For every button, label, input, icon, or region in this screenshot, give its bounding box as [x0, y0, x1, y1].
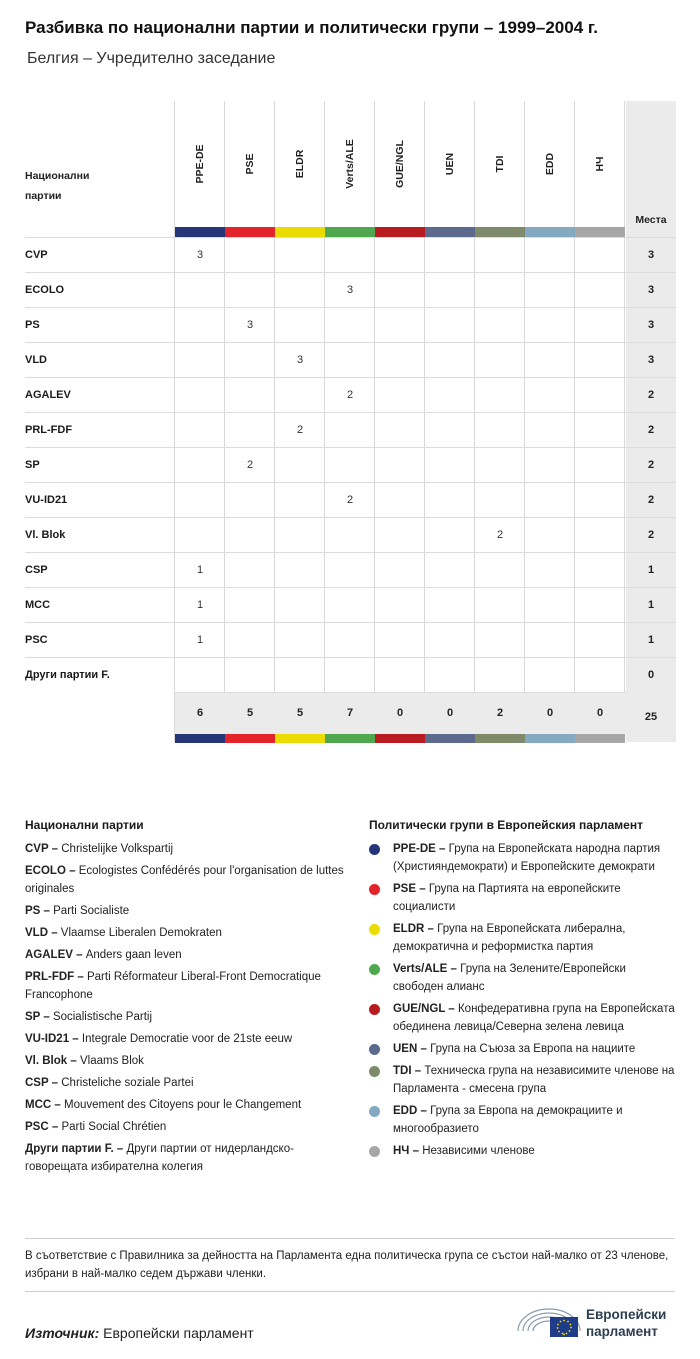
group-color-dot-icon — [369, 1044, 380, 1055]
source-line — [25, 1325, 254, 1341]
separator: – — [417, 1043, 431, 1055]
group-full-name: Група на Съюза за Европа на нациите — [430, 1043, 636, 1055]
party-full-name: Parti Social Chrétien — [61, 1121, 167, 1133]
group-color-bar — [475, 733, 525, 743]
row-seats-total: 2 — [647, 529, 655, 541]
group-color-dot-icon — [369, 844, 380, 855]
groups-legend-title: Политически групи в Европейския парламент — [369, 818, 643, 832]
separator: – — [424, 923, 438, 935]
party-abbr: VLD — [25, 927, 48, 939]
separator: – — [40, 905, 54, 917]
group-color-bar — [375, 733, 425, 743]
group-full-name: Група на Партията на европейските социалисти — [393, 883, 621, 913]
party-abbr: PRL-FDF — [25, 971, 75, 983]
group-color-bar — [175, 227, 225, 237]
group-total-cell: 5 — [246, 707, 254, 719]
party-abbr: ECOLO — [25, 865, 66, 877]
table-row — [25, 587, 676, 622]
group-code-label: Verts/ALE — [344, 139, 356, 189]
party-name: PSC — [25, 634, 48, 646]
group-color-dot-icon — [369, 924, 380, 935]
group-color-dot-icon — [369, 884, 380, 895]
row-seats-total: 3 — [647, 319, 655, 331]
party-abbr: PS — [25, 905, 41, 917]
party-full-name: Parti Réformateur Liberal-Front Democratique Francophone — [25, 971, 321, 1001]
table-row — [25, 552, 676, 587]
group-color-dot-icon — [369, 964, 380, 975]
group-legend-item — [369, 960, 679, 996]
seat-count-cell: 2 — [296, 424, 304, 436]
row-seats-total: 2 — [647, 494, 655, 506]
group-column-header — [575, 101, 625, 227]
party-name: VLD — [25, 354, 47, 366]
row-seats-total: 1 — [647, 599, 655, 611]
party-name: CVP — [25, 249, 48, 261]
separator: – — [435, 843, 449, 855]
group-full-name: Независими членове — [422, 1145, 535, 1157]
group-total-cell: 0 — [446, 707, 454, 719]
group-code-label: TDI — [494, 155, 506, 173]
page-title: Разбивка по национални партии и политически групи – 1999–2004 г. — [25, 18, 598, 37]
row-seats-total: 3 — [647, 249, 655, 261]
separator: – — [72, 949, 86, 961]
group-total-cell: 7 — [346, 707, 354, 719]
party-legend-item — [25, 1118, 345, 1136]
group-abbr: TDI — [393, 1065, 412, 1077]
row-seats-total: 0 — [647, 669, 655, 681]
table-row — [25, 622, 676, 657]
separator: – — [65, 865, 79, 877]
party-legend-item — [25, 924, 345, 942]
separator: – — [416, 883, 429, 895]
separator: – — [48, 1077, 62, 1089]
separator: – — [48, 927, 61, 939]
party-legend-item — [25, 862, 345, 898]
party-name: PRL-FDF — [25, 424, 73, 436]
party-name: CSP — [25, 564, 48, 576]
group-code-label: UEN — [444, 152, 456, 176]
footnote: В съответствие с Правилника за дейността на Парламента една политическа група се състои най-малко от 23 членове, избрани в най-малко седем държави членки. — [25, 1250, 669, 1280]
group-column-header — [525, 101, 575, 227]
party-name: AGALEV — [25, 389, 71, 401]
table-row — [25, 517, 676, 552]
table-row — [25, 237, 676, 272]
divider — [25, 1291, 675, 1292]
group-abbr: PPE-DE — [393, 843, 436, 855]
group-abbr: PSE — [393, 883, 417, 895]
party-legend-item — [25, 840, 345, 858]
party-full-name: Други партии от нидерландско-говорещата избирателна колегия — [25, 1143, 294, 1173]
group-color-dot-icon — [369, 1146, 380, 1157]
group-column-header — [225, 101, 275, 227]
group-full-name: Група на Европейската народна партия (Християндемократи) и Европейските демократи — [393, 843, 661, 873]
seat-count-cell: 3 — [196, 249, 204, 261]
row-seats-total: 1 — [647, 634, 655, 646]
seat-count-cell: 3 — [296, 354, 304, 366]
seat-count-cell: 2 — [496, 529, 504, 541]
seat-count-cell: 1 — [196, 634, 204, 646]
party-legend-item — [25, 1052, 345, 1070]
group-code-label: НЧ — [594, 156, 606, 172]
group-color-bar — [225, 227, 275, 237]
table-row — [25, 272, 676, 307]
group-full-name: Група на Зелените/Европейски свободен алианс — [393, 963, 626, 993]
group-abbr: UEN — [393, 1043, 418, 1055]
group-total-cell: 0 — [396, 707, 404, 719]
group-code-label: EDD — [544, 152, 556, 176]
group-color-bar — [425, 733, 475, 743]
row-seats-total: 3 — [647, 354, 655, 366]
separator: – — [417, 1105, 431, 1117]
party-legend-item — [25, 1140, 345, 1176]
party-legend-item — [25, 902, 345, 920]
party-name: PS — [25, 319, 40, 331]
separator: – — [51, 1099, 64, 1111]
group-abbr: EDD — [393, 1105, 418, 1117]
party-full-name: Anders gaan leven — [85, 949, 182, 961]
party-abbr: PSC — [25, 1121, 49, 1133]
group-color-bar — [175, 733, 225, 743]
group-full-name: Група за Европа на демокрациите и многообразието — [393, 1105, 623, 1135]
table-row — [25, 377, 676, 412]
party-full-name: Vlaamse Liberalen Demokraten — [60, 927, 222, 939]
separator: – — [447, 963, 461, 975]
separator: – — [409, 1145, 423, 1157]
group-full-name: Конфедеративна група на Европейската обединена левица/Северна зелена левица — [393, 1003, 675, 1033]
separator: – — [48, 1121, 62, 1133]
party-legend-item — [25, 946, 345, 964]
party-name: ECOLO — [25, 284, 65, 296]
table-row — [25, 307, 676, 342]
party-name: Други партии F. — [25, 669, 110, 681]
group-legend-item — [369, 880, 679, 916]
separator: – — [113, 1143, 127, 1155]
group-full-name: Група на Европейската либерална, демократична и реформистка партия — [393, 923, 626, 953]
table-row — [25, 482, 676, 517]
group-column-header — [475, 101, 525, 227]
row-seats-total: 2 — [647, 459, 655, 471]
party-abbr: AGALEV — [25, 949, 73, 961]
group-total-cell: 5 — [296, 707, 304, 719]
group-legend-item — [369, 1000, 679, 1036]
source-value: Европейски парламент — [103, 1325, 254, 1341]
group-code-label: ELDR — [294, 149, 306, 179]
national-parties-header: Национални партии — [25, 170, 90, 202]
parliament-emblem-icon — [514, 1301, 584, 1341]
row-seats-total: 2 — [647, 389, 655, 401]
party-name: MCC — [25, 599, 51, 611]
separator: – — [69, 1033, 82, 1045]
party-full-name: Vlaams Blok — [79, 1055, 144, 1067]
separator: – — [40, 1011, 53, 1023]
group-legend-item — [369, 920, 679, 956]
seats-header: Места — [635, 214, 667, 226]
party-abbr: MCC — [25, 1099, 52, 1111]
group-color-bar — [325, 227, 375, 237]
group-color-bar — [525, 733, 575, 743]
group-total-cell: 2 — [496, 707, 504, 719]
group-total-cell: 0 — [596, 707, 604, 719]
table-row — [25, 447, 676, 482]
party-full-name: Socialistische Partij — [52, 1011, 153, 1023]
row-seats-total: 2 — [647, 424, 655, 436]
totals-row — [175, 692, 626, 734]
separator: – — [74, 971, 87, 983]
party-legend-item — [25, 1030, 345, 1048]
party-abbr: CSP — [25, 1077, 49, 1089]
parties-legend-title: Национални партии — [25, 818, 144, 832]
group-legend-item — [369, 1062, 679, 1098]
group-legend-item — [369, 840, 679, 876]
table-row — [25, 412, 676, 447]
table-row — [25, 657, 676, 692]
table-row — [25, 342, 676, 377]
groups-legend — [369, 840, 679, 1164]
party-full-name: Ecologistes Confédérés pour l'organisation de luttes originales — [25, 865, 344, 895]
group-color-dot-icon — [369, 1004, 380, 1015]
group-color-bar — [575, 733, 625, 743]
group-column-header — [425, 101, 475, 227]
row-seats-total: 3 — [647, 284, 655, 296]
divider — [25, 1238, 675, 1239]
party-full-name: Integrale Democratie voor de 21ste eeuw — [81, 1033, 293, 1045]
group-color-bar — [375, 227, 425, 237]
group-legend-item — [369, 1142, 679, 1160]
seat-count-cell: 2 — [346, 494, 354, 506]
party-legend-item — [25, 1096, 345, 1114]
group-total-cell: 6 — [196, 707, 204, 719]
group-total-cell: 0 — [546, 707, 554, 719]
separator: – — [67, 1055, 80, 1067]
group-color-bar — [275, 733, 325, 743]
group-column-header — [175, 101, 225, 227]
logo-text-line-2: парламент — [586, 1324, 658, 1339]
party-abbr: VU-ID21 — [25, 1033, 70, 1045]
party-full-name: Parti Socialiste — [53, 905, 130, 917]
group-abbr: ELDR — [393, 923, 425, 935]
party-legend-item — [25, 1008, 345, 1026]
group-abbr: GUE/NGL — [393, 1003, 446, 1015]
logo-text-line-1: Европейски — [586, 1307, 667, 1322]
party-full-name: Christeliche soziale Partei — [61, 1077, 194, 1089]
group-column-header — [275, 101, 325, 227]
separator: – — [48, 843, 62, 855]
group-legend-item — [369, 1040, 679, 1058]
grand-total: 25 — [644, 711, 658, 723]
separator: – — [445, 1003, 458, 1015]
logo-text — [586, 1306, 666, 1340]
party-name: SP — [25, 459, 40, 471]
group-full-name: Техническа група на независимите членове на Парламента - смесена група — [393, 1065, 675, 1095]
party-abbr: SP — [25, 1011, 41, 1023]
group-code-label: GUE/NGL — [394, 140, 406, 188]
row-seats-total: 1 — [647, 564, 655, 576]
group-color-bar — [525, 227, 575, 237]
seat-count-cell: 1 — [196, 564, 204, 576]
party-name: Vl. Blok — [25, 529, 66, 541]
group-color-bar — [475, 227, 525, 237]
parties-legend — [25, 840, 345, 1180]
seat-count-cell: 3 — [346, 284, 354, 296]
party-abbr: Други партии F. — [25, 1143, 114, 1155]
party-full-name: Mouvement des Citoyens pour le Changement — [64, 1099, 302, 1111]
seat-count-cell: 2 — [246, 459, 254, 471]
party-full-name: Christelijke Volkspartij — [61, 843, 174, 855]
group-abbr: Verts/ALE — [393, 963, 448, 975]
source-label: Източник: — [25, 1325, 100, 1341]
party-abbr: CVP — [25, 843, 49, 855]
group-abbr: НЧ — [393, 1145, 410, 1157]
group-column-header — [375, 101, 425, 227]
group-color-bar — [225, 733, 275, 743]
group-color-dot-icon — [369, 1066, 380, 1077]
group-code-label: PPE-DE — [194, 144, 206, 184]
party-name: VU-ID21 — [25, 494, 68, 506]
party-abbr: Vl. Blok — [25, 1055, 68, 1067]
page-subtitle: Белгия – Учредително заседание — [27, 50, 276, 67]
party-legend-item — [25, 968, 345, 1004]
seat-count-cell: 3 — [246, 319, 254, 331]
seat-count-cell: 2 — [346, 389, 354, 401]
seat-count-cell: 1 — [196, 599, 204, 611]
group-color-bar — [575, 227, 625, 237]
party-legend-item — [25, 1074, 345, 1092]
separator: – — [411, 1065, 425, 1077]
group-legend-item — [369, 1102, 679, 1138]
group-color-dot-icon — [369, 1106, 380, 1117]
group-color-bar — [275, 227, 325, 237]
group-column-header — [325, 101, 375, 227]
group-code-label: PSE — [244, 153, 256, 175]
group-color-bar — [425, 227, 475, 237]
group-color-bar — [325, 733, 375, 743]
